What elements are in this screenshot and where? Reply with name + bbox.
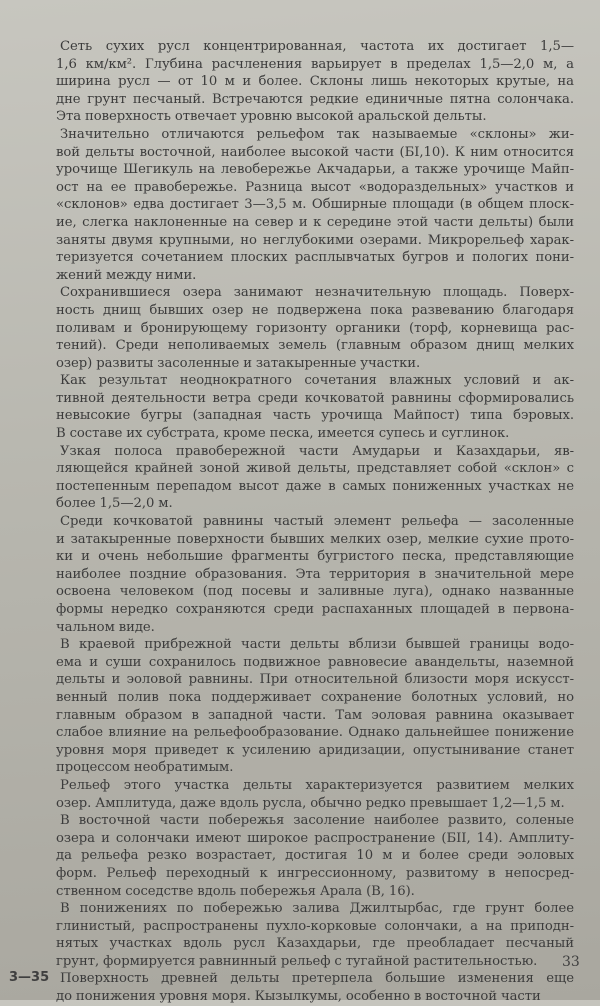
text-line: В восточной части побережья засоление наиболее развито, соленые [60,813,574,829]
text-line: невысокие бугры (западная часть урочища Майпост) типа бэровых. [56,408,574,424]
text-line: венный полив пока поддерживает сохранение болотных условий, но [56,689,574,705]
text-line: дне грунт песчаный. Встречаются редкие единичные пятна солончака. [56,91,574,107]
text-line: Среди кочковатой равнины частый элемент рельефа — засоленные [60,514,574,530]
text-line: ие, слегка наклоненные на север и к середине этой части дельты) были [56,214,574,230]
text-line: тивной деятельности ветра среди кочковатой равнины сформировались [56,390,574,406]
paragraph [56,812,574,900]
text-line: «склонов» едва достигает 3—3,5 м. Обширные площади (в общем плоск- [56,197,574,213]
text-line: постепенным перепадом высот даже в самых пониженных участках не [56,478,574,494]
paragraph [56,900,574,970]
text-line: тений). Среди неполиваемых земель (главным образом днищ мелких [56,338,574,354]
paragraph [56,443,574,513]
text-line: более 1,5—2,0 м. [56,496,173,512]
text-line: В краевой прибрежной части дельты вблизи бывшей границы водо- [60,637,574,653]
text-line: форм. Рельеф переходный к ингрессионному, развитому в непосред- [56,865,574,881]
text-line: теризуется сочетанием плоских расплывчатых бугров и пологих пони- [56,250,574,266]
text-line: урочище Шегикуль на левобережье Акчадарьи, а также урочище Майп- [56,162,574,178]
text-line: Как результат неоднократного сочетания влажных условий и ак- [60,373,574,389]
text-line: озер. Амплитуда, даже вдоль русла, обычно редко превышает 1,2—1,5 м. [56,795,565,811]
paragraph [56,38,574,126]
text-line: уровня моря приведет к усилению аридизации, опустынивание станет [56,742,574,758]
text-line: Сохранившиеся озера занимают незначительную площадь. Поверх- [60,285,574,301]
text-line: В составе их субстрата, кроме песка, имеется супесь и суглинок. [56,426,510,442]
text-line: дельты и эоловой равнины. При относительной близости моря искусст- [56,672,574,688]
text-line: слабое влияние на рельефообразование. Однако дальнейшее понижение [56,725,574,741]
paragraph [56,636,574,777]
text-line: ность днищ бывших озер не подвержена пока развеванию благодаря [56,302,574,318]
paragraph [56,777,574,812]
text-line: Значительно отличаются рельефом так называемые «склоны» жи- [60,126,574,142]
text-line: Эта поверхность отвечает уровню высокой аральской дельты. [56,109,487,125]
text-line: главным образом в западной части. Там эоловая равнина оказывает [56,707,574,723]
text-line: ширина русл — от 10 м и более. Склоны лишь некоторых крутые, на [56,74,574,90]
text-line: нятых участках вдоль русл Казахдарьи, где преобладает песчаный [56,936,574,952]
text-line: формы нередко сохраняются среди распаханных площадей в первона- [56,602,574,617]
text-line: ост на ее правобережье. Разница высот «водораздельных» участков и [56,179,574,195]
text-line: поливам и бронирующему горизонту органики (торф, корневища рас- [56,320,574,336]
paragraph [56,284,574,372]
text-line: ственном соседстве вдоль побережья Арала (В, 16). [56,883,415,899]
text-line: наиболее поздние образования. Эта территория в значительной мере [56,566,574,582]
text-line: процессом необратимым. [56,760,234,776]
paragraph [56,970,574,1005]
text-line: глинистый, распространены пухло-корковые солончаки, а на приподн- [56,918,574,934]
text-line: вой дельты восточной, наиболее высокой части (БI,10). К ним относится [56,144,574,160]
text-line: Рельеф этого участка дельты характеризуется развитием мелких [60,777,574,793]
paragraph [56,513,574,636]
text-line: освоена человеком (под посевы и заливные луга), однако названные [56,584,574,600]
text-line: до понижения уровня моря. Кызылкумы, особенно в восточной части [56,989,541,1005]
text-line: жений между ними. [56,267,197,283]
printer-signature: 3—35 [9,970,50,985]
text-line: Узкая полоса правобережной части Амударьи и Казахдарьи, яв- [60,443,574,459]
text-line: ема и суши сохранилось подвижное равновесие авандельты, наземной [56,654,574,670]
text-line: заняты двумя крупными, но неглубокими озерами. Микрорельеф харак- [56,232,574,248]
text-line: да рельефа резко возрастает, достигая 10 м и более среди эоловых [56,848,574,864]
text-line: ки и очень небольшие фрагменты бугристого песка, представляющие [56,549,574,565]
page-body [56,38,574,1006]
text-line: Сеть сухих русл концентрированная, частота их достигает 1,5— [60,39,574,54]
text-line: В понижениях по побережью залива Джилтырбас, где грунт более [60,901,574,917]
text-line: Поверхность древней дельты претерпела большие изменения еще [60,971,574,987]
paragraph [56,126,574,284]
page-number: 33 [562,954,580,970]
text-line: чальном виде. [56,619,155,635]
text-line: грунт, формируется равнинный рельеф с тугайной растительностью. [56,953,538,969]
text-line: озер) развиты засоленные и затакыренные участки. [56,355,421,371]
text-line: ляющейся крайней зоной живой дельты, представляет собой «склон» с [56,461,574,477]
text-line: озера и солончаки имеют широкое распространение (БII, 14). Амплиту- [56,830,574,846]
paragraph [56,372,574,442]
text-line: и затакыренные поверхности бывших мелких озер, мелкие сухие прото- [56,531,574,547]
text-line: 1,6 км/км². Глубина расчленения варьирует в пределах 1,5—2,0 м, а [56,56,574,72]
